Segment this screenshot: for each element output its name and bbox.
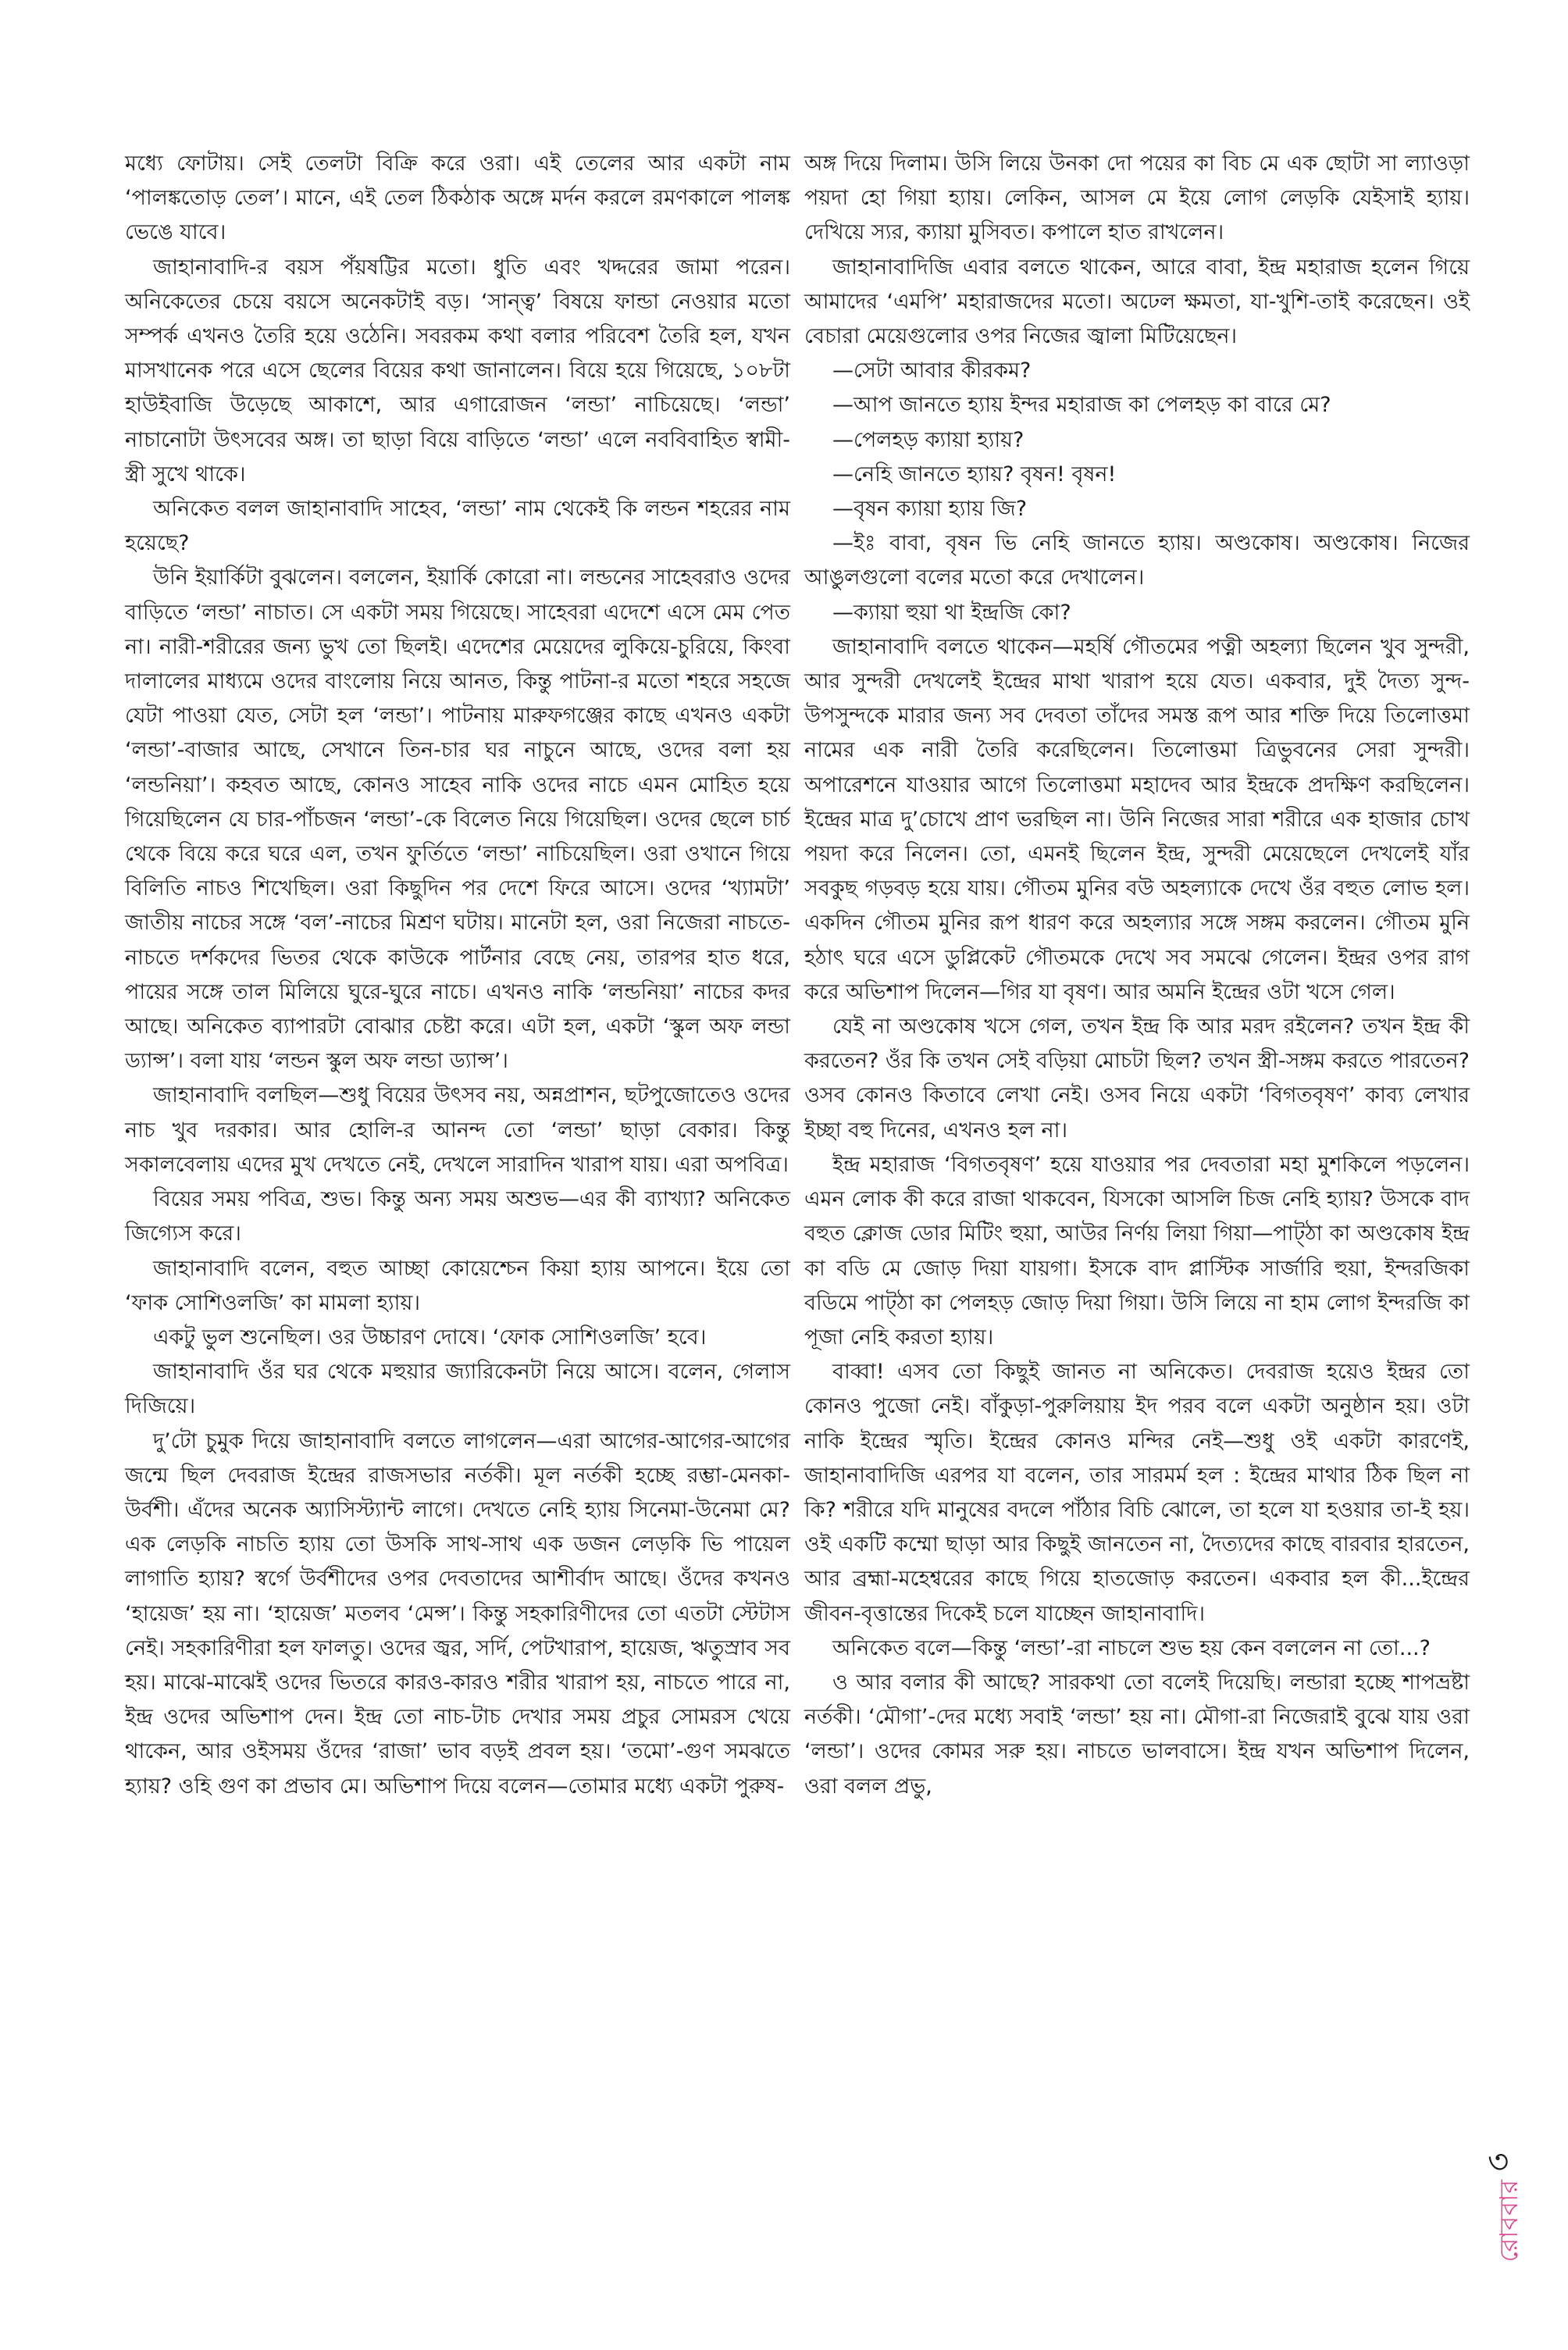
paragraph: জাহানাবাদি ওঁর ঘর থেকে মহুয়ার জ্যারিকেনটা নিয়ে আসে। বলেন, গেলাস দিজিয়ে। <box>125 1360 790 1419</box>
paragraph: জাহানাবাদিজি এবার বলতে থাকেন, আরে বাবা, ইন্দ্র মহারাজ হলেন গিয়ে আমাদের ‘এমপি’ মহারাজদের মতো। অঢেল ক্ষমতা, যা-খুশি-তাই করেছেন। ওই বেচারা মেয়েগুলোর ওপর নিজের জ্বালা মিটিয়েছেন। <box>804 255 1470 349</box>
paragraph: —আপ জানতে হ্যায় ইন্দর মহারাজ কা পেলহড় কা বারে মে? <box>832 393 1331 418</box>
paragraph: দু’টো চুমুক দিয়ে জাহানাবাদি বলতে লাগলেন—এরা আগের-আগের-আগের জন্মে ছিল দেবরাজ ইন্দ্রের রাজসভার নর্তকী। মূল নর্তকী হচ্ছে রম্ভা-মেনকা-উর্বশী। এঁদের অনেক অ্যাসিস্ট্যান্ট লাগে। দেখতে নেহি হ্যায় সিনেমা-উনেমা মে? এক লেড়কি নাচতি হ্যায় তো উসকি সাথ-সাথ এক ডজন লেড়কি ভি পায়েল লাগাতি হ্যায়? স্বর্গে উর্বশীদের ওপর দেবতাদের আশীর্বাদ আছে। ওঁদের কখনও ‘হায়েজ’ হয় না। ‘হায়েজ’ মতলব ‘মেন্স’। কিন্তু সহকারিণীদের তো এতটা স্টেটাস নেই। সহকারিণীরা হল ফালতু। ওদের জ্বর, সর্দি, পেটখারাপ, হায়েজ, ঋতুস্রাব সব হয়। মাঝে-মাঝেই ওদের ভিতরে কারও-কারও শরীর খারাপ হয়, নাচতে পারে না, ইন্দ্র ওদের অভিশাপ দেন। ইন্দ্র তো নাচ-টাচ দেখার সময় প্রচুর সোমরস খেয়ে থাকেন, আর ওইসময় ওঁদের ‘রাজা’ ভাব বড়ই প্রবল হয়। ‘তমো’-গুণ সমঝতে হ্যায়? ওহি গুণ কা প্রভাব মে। অভিশাপ দিয়ে বলেন—তোমার মধ্যে একটা পুরুষ- <box>125 1428 790 1799</box>
paragraph: বাব্বা! এসব তো কিছুই জানত না অনিকেত। দেবরাজ হয়েও ইন্দ্রর তো কোনও পুজো নেই। বাঁকুড়া-পুরুলিয়ায় ইদ পরব বলে একটা অনুষ্ঠান হয়। ওটা নাকি ইন্দ্রের স্মৃতি। ইন্দ্রের কোনও মন্দির নেই—শুধু ওই একটা কারণেই, জাহানাবাদিজি এরপর যা বলেন, তার সারমর্ম হল : ইন্দ্রের মাথার ঠিক ছিল না কি? শরীরে যদি মানুষের বদলে পাঁঠার বিচি ঝোলে, তা হলে যা হওয়ার তা-ই হয়। ওই একটি কম্মো ছাড়া আর কিছুই জানতেন না, দৈত্যদের কাছে বারবার হারতেন, আর ব্রহ্মা-মহেশ্বরের কাছে গিয়ে হাতজোড় করতেন। একবার হল কী...ইন্দ্রের জীবন-বৃত্তান্তের দিকেই চলে যাচ্ছেন জাহানাবাদি। <box>804 1360 1470 1626</box>
paragraph: ইন্দ্র মহারাজ ‘বিগতবৃষণ’ হয়ে যাওয়ার পর দেবতারা মহা মুশকিলে পড়লেন। এমন লোক কী করে রাজা থাকবেন, যিসকো আসলি চিজ নেহি হ্যায়? উসকে বাদ বহুত ক্লোজ ডোর মিটিং হুয়া, আউর নির্ণয় লিয়া গিয়া—পাট্ঠা কা অণ্ডকোষ ইন্দ্র কা বডি মে জোড় দিয়া যায়গা। ইসকে বাদ প্লাস্টিক সার্জারি হুয়া, ইন্দরজিকা বডিমে পাট্ঠা কা পেলহড় জোড় দিয়া গিয়া। উসি লিয়ে না হাম লোগ ইন্দরজি কা পূজা নেহি করতা হ্যায়। <box>804 1152 1470 1350</box>
paragraph: —বৃষন ক্যায়া হ্যায় জি? <box>832 497 1028 522</box>
paragraph: জাহানাবাদি-র বয়স পঁয়ষট্টির মতো। ধুতি এবং খদ্দরের জামা পরেন। অনিকেতের চেয়ে বয়সে অনেকটাই বড়। ‘সান্ত্ব’ বিষয়ে ফান্ডা নেওয়ার মতো সম্পর্ক এখনও তৈরি হয়ে ওঠেনি। সবরকম কথা বলার পরিবেশ তৈরি হল, যখন মাসখানেক পরে এসে ছেলের বিয়ের কথা জানালেন। বিয়ে হয়ে গিয়েছে, ১০৮টা হাউইবাজি উড়েছে আকাশে, আর এগারোজন ‘লন্ডা’ নাচিয়েছে। ‘লন্ডা’ নাচানোটা উৎসবের অঙ্গ। তা ছাড়া বিয়ে বাড়িতে ‘লন্ডা’ এলে নববিবাহিত স্বামী-স্ত্রী সুখে থাকে। <box>125 255 790 487</box>
paragraph: —সেটা আবার কীরকম? <box>832 358 1032 383</box>
magazine-name: রোববার <box>1494 2179 1523 2263</box>
paragraph: একটু ভুল শুনেছিল। ওর উচ্চারণ দোষে। ‘ফোক সোশিওলজি’ হবে। <box>153 1325 707 1350</box>
paragraph: জাহানাবাদি বলছিল—শুধু বিয়ের উৎসব নয়, অন্নপ্রাশন, ছটপুজোতেও ওদের নাচ খুব দরকার। আর হোলি-র আনন্দ তো ‘লন্ডা’ ছাড়া বেকার। কিন্তু সকালবেলায় এদের মুখ দেখতে নেই, দেখলে সারাদিন খারাপ যায়। এরা অপবিত্র। <box>125 1083 790 1177</box>
paragraph: বিয়ের সময় পবিত্র, শুভ। কিন্তু অন্য সময় অশুভ—এর কী ব্যাখ্যা? অনিকেত জিগ্যেস করে। <box>125 1187 790 1246</box>
paragraph: জাহানাবাদি বলেন, বহুত আচ্ছা কোয়েশ্চেন কিয়া হ্যায় আপনে। ইয়ে তো ‘ফাক সোশিওলজি’ কা মামলা হ্যায়। <box>125 1256 790 1315</box>
paragraph: যেই না অণ্ডকোষ খসে গেল, তখন ইন্দ্র কি আর মরদ রইলেন? তখন ইন্দ্র কী করতেন? ওঁর কি তখন সেই বড়িয়া মোচটা ছিল? তখন স্ত্রী-সঙ্গম করতে পারতেন? ওসব কোনও কিতাবে লেখা নেই। ওসব নিয়ে একটা ‘বিগতবৃষণ’ কাব্য লেখার ইচ্ছা বহু দিনের, এখনও হল না। <box>804 1015 1470 1143</box>
paragraph: অঙ্গ দিয়ে দিলাম। উসি লিয়ে উনকা দো পয়ের কা বিচ মে এক ছোটা সা ল্যাওড়া পয়দা হো গিয়া হ্যায়। লেকিন, আসল মে ইয়ে লোগ লেড়কি যেইসাই হ্যায়। দেখিয়ে স্যর, ক্যায়া মুসিবত। কপালে হাত রাখলেন। <box>804 152 1470 245</box>
right-column <box>804 147 1470 1804</box>
paragraph: ও আর বলার কী আছে? সারকথা তো বলেই দিয়েছি। লন্ডারা হচ্ছে শাপভ্রষ্টা নর্তকী। ‘মৌগা’-দের মধ্যে সবাই ‘লন্ডা’ হয় না। মৌগা-রা নিজেরাই বুঝে যায় ওরা ‘লন্ডা’। ওদের কোমর সরু হয়। নাচতে ভালবাসে। ইন্দ্র যখন অভিশাপ দিলেন, ওরা বলল প্রভু, <box>804 1670 1470 1799</box>
paragraph: মধ্যে ফোটায়। সেই তেলটা বিক্রি করে ওরা। এই তেলের আর একটা নাম ‘পালঙ্কতোড় তেল’। মানে, এই তেল ঠিকঠাক অঙ্গে মর্দন করলে রমণকালে পালঙ্ক ভেঙে যাবে। <box>125 152 790 245</box>
left-column <box>125 147 790 1804</box>
paragraph: অনিকেত বলে—কিন্তু ‘লন্ডা’-রা নাচলে শুভ হয় কেন বললেন না তো...? <box>832 1635 1431 1660</box>
paragraph: —ক্যায়া হুয়া থা ইন্দ্রজি কো? <box>832 600 1071 625</box>
page-number: ৩ <box>1488 2142 1509 2181</box>
paragraph: উনি ইয়ার্কিটা বুঝলেন। বললেন, ইয়ার্কি কোরো না। লন্ডনের সাহেবরাও ওদের বাড়িতে ‘লন্ডা’ নাচাত। সে একটা সময় গিয়েছে। সাহেবরা এদেশে এসে মেম পেত না। নারী-শরীরের জন্য ভুখ তো ছিলই। এদেশের মেয়েদের লুকিয়ে-চুরিয়ে, কিংবা দালালের মাধ্যমে ওদের বাংলোয় নিয়ে আনত, কিন্তু পাটনা-র মতো শহরে সহজে যেটা পাওয়া যেত, সেটা হল ‘লন্ডা’। পাটনায় মারুফগঞ্জের কাছে এখনও একটা ‘লন্ডা’-বাজার আছে, সেখানে তিন-চার ঘর নাচুনে আছে, ওদের বলা হয় ‘লন্ডনিয়া’। কহবত আছে, কোনও সাহেব নাকি ওদের নাচে এমন মোহিত হয়ে গিয়েছিলেন যে চার-পাঁচজন ‘লন্ডা’-কে বিলেত নিয়ে গিয়েছিল। ওদের ছেলে চার্চ থেকে বিয়ে করে ঘরে এল, তখন ফুর্তিতে ‘লন্ডা’ নাচিয়েছিল। ওরা ওখানে গিয়ে বিলিতি নাচও শিখেছিল। ওরা কিছুদিন পর দেশে ফিরে আসে। ওদের ‘খ্যামটা’ জাতীয় নাচের সঙ্গে ‘বল’-নাচের মিশ্রণ ঘটায়। মানেটা হল, ওরা নিজেরা নাচতে-নাচতে দর্শকদের ভিতর থেকে কাউকে পার্টনার বেছে নেয়, তারপর হাত ধরে, পায়ের সঙ্গে তাল মিলিয়ে ঘুরে-ঘুরে নাচে। এখনও নাকি ‘লন্ডনিয়া’ নাচের কদর আছে। অনিকেত ব্যাপারটা বোঝার চেষ্টা করে। এটা হল, একটা ‘স্কুল অফ লন্ডা ড্যান্স’। বলা যায় ‘লন্ডন স্কুল অফ লন্ডা ড্যান্স’। <box>125 565 790 1074</box>
paragraph: অনিকেত বলল জাহানাবাদি সাহেব, ‘লন্ডা’ নাম থেকেই কি লন্ডন শহরের নাম হয়েছে? <box>125 497 790 556</box>
paragraph: —ইঃ বাবা, বৃষন ভি নেহি জানতে হ্যায়। অণ্ডকোষ। অণ্ডকোষ। নিজের আঙুলগুলো বলের মতো করে দেখালেন। <box>804 531 1470 590</box>
paragraph: জাহানাবাদি বলতে থাকেন—মহর্ষি গৌতমের পত্নী অহল্যা ছিলেন খুব সুন্দরী, আর সুন্দরী দেখলেই ইন্দ্রের মাথা খারাপ হয়ে যেত। একবার, দুই দৈত্য সুন্দ-উপসুন্দকে মারার জন্য সব দেবতা তাঁদের সমস্ত রূপ আর শক্তি দিয়ে তিলোত্তমা নামের এক নারী তৈরি করেছিলেন। তিলোত্তমা ত্রিভুবনের সেরা সুন্দরী। অপারেশনে যাওয়ার আগে তিলোত্তমা মহাদেব আর ইন্দ্রকে প্রদক্ষিণ করছিলেন। ইন্দ্রের মাত্র দু’চোখে প্রাণ ভরছিল না। উনি নিজের সারা শরীরে এক হাজার চোখ পয়দা করে নিলেন। তো, এমনই ছিলেন ইন্দ্র, সুন্দরী মেয়েছেলে দেখলেই যাঁর সবকুছ গড়বড় হয়ে যায়। গৌতম মুনির বউ অহল্যাকে দেখে ওঁর বহুত লোভ হল। একদিন গৌতম মুনির রূপ ধারণ করে অহল্যার সঙ্গে সঙ্গম করলেন। গৌতম মুনি হঠাৎ ঘরে এসে ডুপ্লিকেট গৌতমকে দেখে সব সমঝে গেলেন। ইন্দ্রর ওপর রাগ করে অভিশাপ দিলেন—গির যা বৃষণ। আর অমনি ইন্দ্রের ওটা খসে গেল। <box>804 634 1470 1004</box>
paragraph: —নেহি জানতে হ্যায়? বৃষন! বৃষন! <box>832 462 1117 487</box>
paragraph: —পেলহড় ক্যায়া হ্যায়? <box>832 427 1025 452</box>
